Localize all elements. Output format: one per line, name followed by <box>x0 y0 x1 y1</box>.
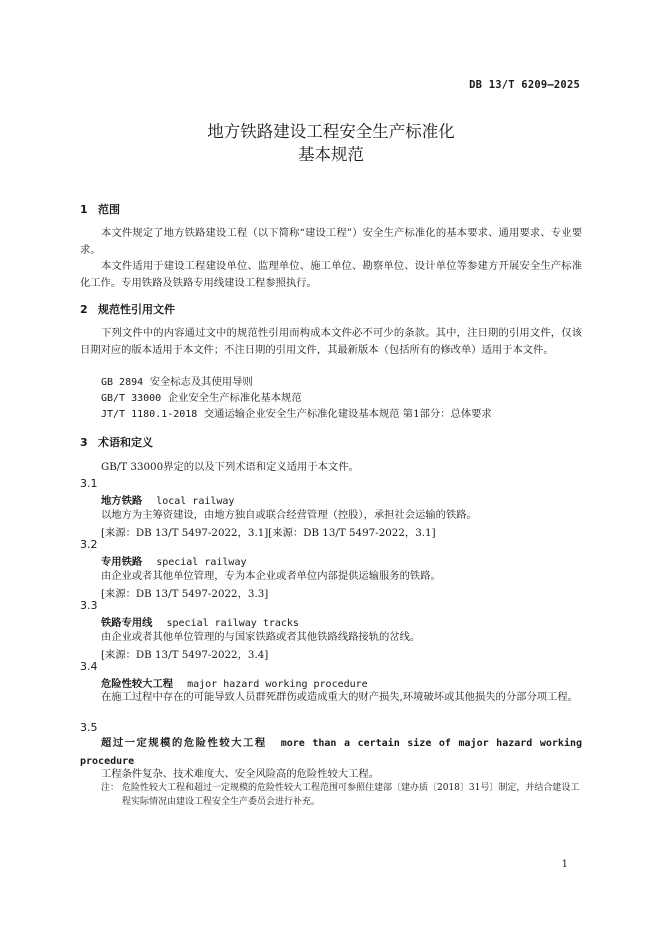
term-heading <box>101 492 234 507</box>
term-source: [来源：DB 13/T 5497-2022，3.1][来源：DB 13/T 5497-2022，3.1] <box>101 527 436 539</box>
reference-title: 企业安全生产标准化基本规范 <box>167 392 302 404</box>
section-number: 2 <box>80 303 88 316</box>
term-en: special railway <box>156 557 247 568</box>
scope-paragraph-2: 本文件适用于建设工程建设单位、监理单位、施工单位、勘察单位、设计单位等参建方开展安全生产标准化工作。专用铁路及铁路专用线建设工程参照执行。 <box>80 260 582 289</box>
section-title: 规范性引用文件 <box>98 303 175 316</box>
term-heading <box>101 614 299 629</box>
term-zh: 危险性较大工程 <box>101 678 174 690</box>
term-definition: 由企业或者其他单位管理，专为本企业或者单位内部提供运输服务的铁路。 <box>101 570 441 582</box>
normative-references-intro: 下列文件中的内容通过文中的规范性引用而构成本文件必不可少的条款。其中，注日期的引用文件，仅该日期对应的版本适用于本文件；不注日期的引用文件，其最新版本（包括所有的修改单）适用于本文件。 <box>80 327 582 356</box>
reference-item <box>101 374 253 391</box>
section-1-heading <box>80 201 120 217</box>
terms-intro: GB/T 33000界定的以及下列术语和定义适用于本文件。 <box>101 461 359 473</box>
term-number: 3.5 <box>80 721 98 734</box>
section-title: 术语和定义 <box>98 436 153 449</box>
scope-paragraph-1: 本文件规定了地方铁路建设工程（以下简称“建设工程”）安全生产标准化的基本要求、通用要求、专业要求。 <box>80 227 582 256</box>
document-title: 地方铁路建设工程安全生产标准化 <box>207 122 455 141</box>
reference-item <box>101 406 492 423</box>
term-note <box>101 781 583 809</box>
term-number: 3.3 <box>80 599 98 612</box>
term-en: special railway tracks <box>166 618 299 629</box>
reference-code: JT/T 1180.1-2018 <box>101 409 198 420</box>
reference-code: GB 2894 <box>101 377 144 388</box>
note-text: 危险性较大工程和超过一定规模的危险性较大工程范围可参照住建部〔建办质〔2018〕31号〕制定，并结合建设工程实际情况由建设工程安全生产委员会进行补充。 <box>122 783 580 807</box>
section-number: 1 <box>80 203 88 216</box>
section-number: 3 <box>80 436 88 449</box>
term-zh: 超过一定规模的危险性较大工程 <box>101 737 267 749</box>
term-zh: 铁路专用线 <box>101 617 153 629</box>
term-source: [来源：DB 13/T 5497-2022，3.4] <box>101 649 269 661</box>
note-label: 注： <box>101 783 120 793</box>
section-3-heading <box>80 434 153 450</box>
term-definition: 由企业或者其他单位管理的与国家铁路或者其他铁路线路接轨的岔线。 <box>101 631 421 643</box>
term-heading <box>101 553 247 568</box>
reference-title: 交通运输企业安全生产标准化建设基本规范 第1部分：总体要求 <box>203 408 492 420</box>
term-en: local railway <box>156 496 235 507</box>
term-zh: 专用铁路 <box>101 556 143 568</box>
term-heading <box>80 735 582 770</box>
term-definition: 在施工过程中存在的可能导致人员群死群伤或造成重大的财产损失,环境破坏或其他损失的分部分项工程。 <box>101 691 578 703</box>
reference-title: 安全标志及其使用导则 <box>149 376 253 388</box>
term-definition: 工程条件复杂、技术难度大、安全风险高的危险性较大工程。 <box>101 768 380 780</box>
term-source: [来源：DB 13/T 5497-2022，3.3] <box>101 588 269 600</box>
reference-item <box>101 390 302 407</box>
section-title: 范围 <box>98 203 120 216</box>
term-number: 3.4 <box>80 660 98 673</box>
term-definition: 以地方为主筹资建设，由地方独自或联合经营管理（控股），承担社会运输的铁路。 <box>101 509 477 521</box>
term-number: 3.1 <box>80 477 98 490</box>
term-zh: 地方铁路 <box>101 495 143 507</box>
term-en: major hazard working procedure <box>187 679 368 690</box>
document-subtitle: 基本规范 <box>298 145 364 164</box>
term-number: 3.2 <box>80 538 98 551</box>
section-2-heading <box>80 301 175 317</box>
term-en: more than a certain size of major hazard working procedure <box>80 738 582 767</box>
reference-code: GB/T 33000 <box>101 393 162 404</box>
term-heading <box>101 675 368 690</box>
standard-code: DB 13/T 6209—2025 <box>469 79 580 91</box>
page-number: 1 <box>561 859 568 870</box>
